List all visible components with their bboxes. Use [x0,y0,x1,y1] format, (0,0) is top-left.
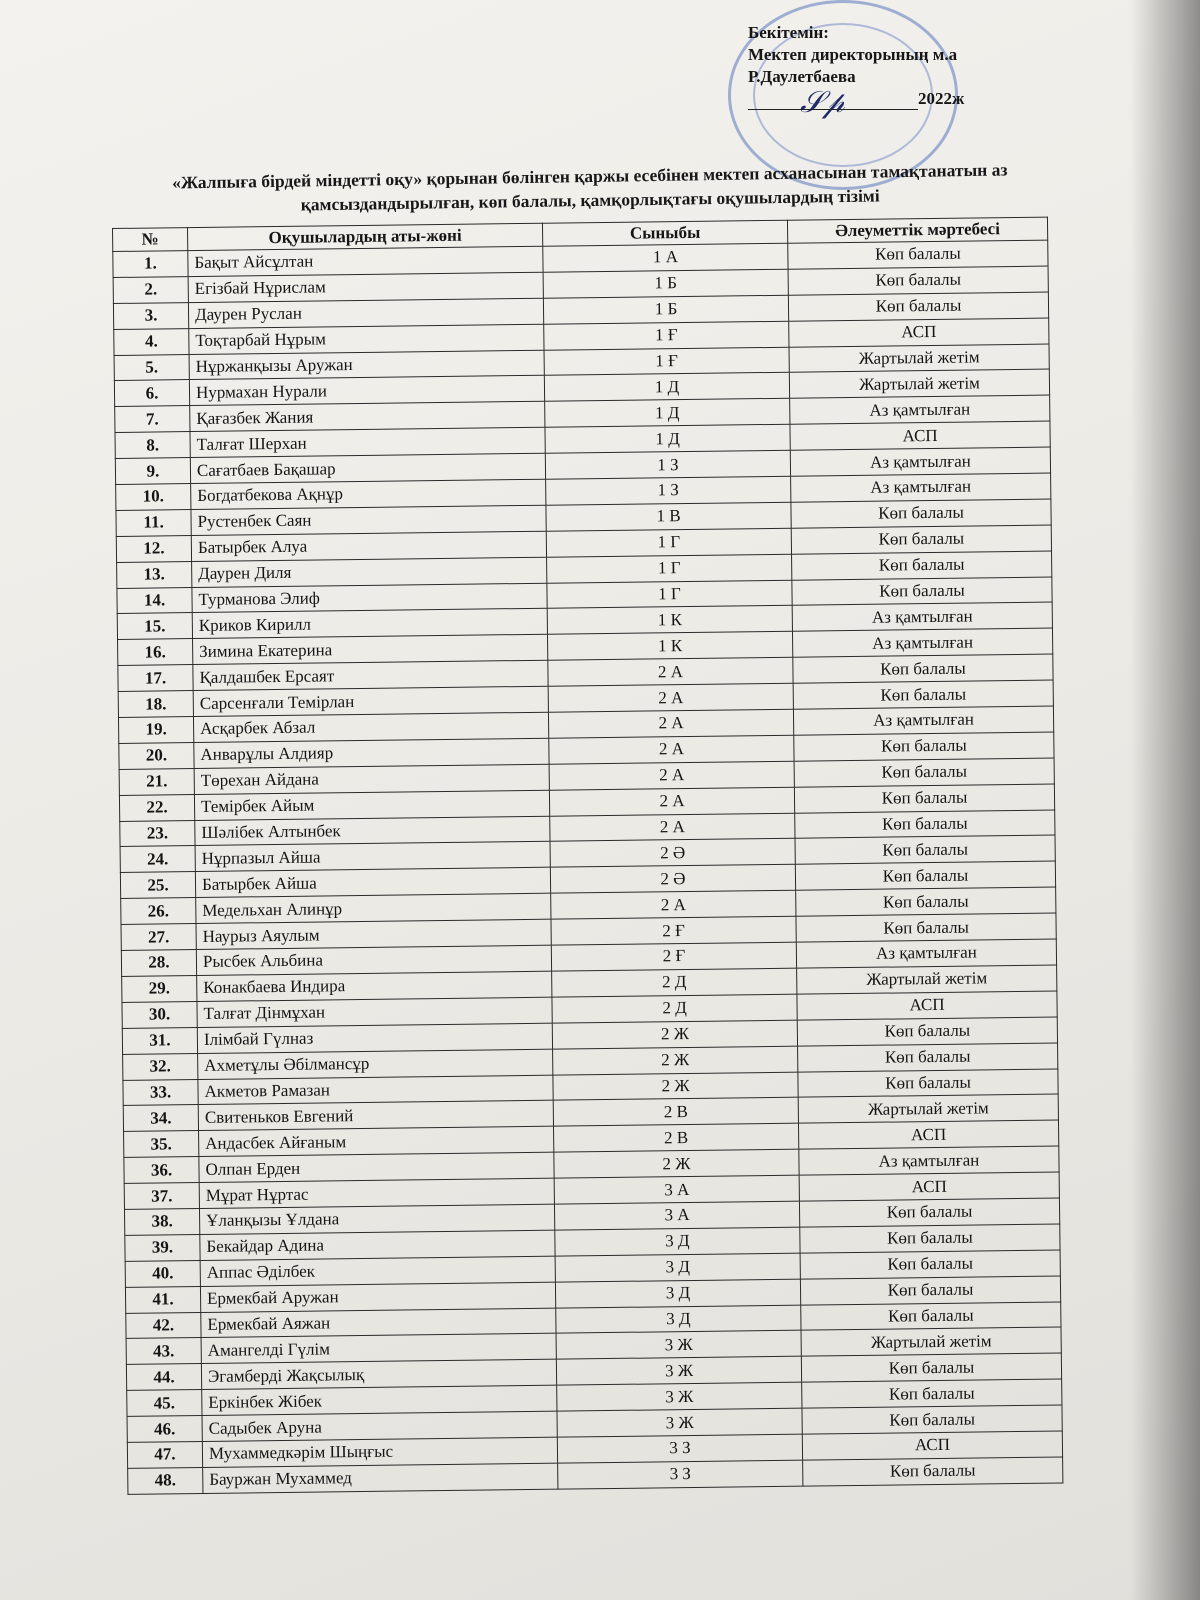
social-status: Көп балалы [795,861,1055,890]
row-number: 5. [114,354,189,381]
class-name: 3 А [554,1201,799,1230]
student-name: Эгамберді Жақсылық [201,1359,556,1389]
row-number: 38. [124,1208,199,1235]
social-status: Көп балалы [796,887,1056,916]
row-number: 36. [124,1157,199,1184]
social-status: Аз қамтылған [790,395,1050,424]
class-name: 1 Б [543,295,788,324]
social-status: Аз қамтылған [799,1146,1059,1175]
row-number: 47. [127,1441,202,1468]
class-name: 2 А [548,709,793,738]
approval-year: 2022ж [918,89,965,108]
social-status: Жартылай жетім [801,1327,1061,1356]
students-table [112,217,1063,1495]
social-status: АСП [790,421,1050,450]
social-status: Көп балалы [797,1017,1057,1046]
student-name: Рысбек Альбина [196,945,551,975]
social-status: АСП [799,1172,1059,1201]
student-name: Ұланқызы Ұлдана [199,1204,554,1234]
class-name: 1 Д [545,424,790,453]
row-number: 9. [115,458,190,485]
student-name: Төрехан Айдана [194,764,549,794]
row-number: 19. [118,717,193,744]
social-status: Көп балалы [798,1069,1058,1098]
row-number: 30. [122,1001,197,1028]
social-status: Көп балалы [788,266,1048,295]
student-name: Мухаммедкәрім Шыңғыс [202,1437,557,1467]
student-name: Шәлібек Алтынбек [195,816,550,846]
row-number: 28. [121,950,196,977]
student-name: Талғат Дінмұхан [197,997,552,1027]
row-number: 24. [120,846,195,873]
student-name: Мұрат Нұртас [199,1178,554,1208]
student-name: Акметов Рамазан [198,1075,553,1105]
class-name: 2 А [550,813,795,842]
table-body [113,240,1063,1494]
student-name: Нұрпазыл Айша [195,842,550,872]
row-number: 6. [114,380,189,407]
student-name: Қалдашбек Ерсаят [193,660,548,690]
row-number: 32. [123,1053,198,1080]
student-name: Ермекбай Аружан [200,1282,555,1312]
class-name: 2 Ғ [551,916,796,945]
social-status: Көп балалы [798,1043,1058,1072]
row-number: 29. [122,975,197,1002]
row-number: 11. [116,509,191,536]
student-name: Еркінбек Жібек [202,1385,557,1415]
row-number: 40. [125,1260,200,1287]
student-name: Бауржан Мухаммед [203,1463,558,1493]
row-number: 42. [126,1312,201,1339]
student-name: Зимина Екатерина [193,635,548,665]
social-status: Көп балалы [788,240,1048,269]
student-name: Рустенбек Саян [191,505,546,535]
class-name: 2 А [548,657,793,686]
class-name: 3 Д [555,1253,800,1282]
student-name: Анварұлы Алдияр [194,738,549,768]
social-status: Көп балалы [791,499,1051,528]
class-name: 3 Д [555,1227,800,1256]
row-number: 1. [113,251,188,278]
row-number: 8. [115,432,190,459]
approval-heading: Бекітемін: [748,23,829,42]
class-name: 2 Ж [552,1020,797,1049]
class-name: 2 Ғ [551,942,796,971]
class-name: 2 Ж [553,1046,798,1075]
row-number: 31. [122,1027,197,1054]
class-name: 1 А [543,243,788,272]
class-name: 2 В [553,1098,798,1127]
class-name: 1 Д [544,373,789,402]
student-name: Сарсенғали Темірлан [193,686,548,716]
row-number: 44. [126,1364,201,1391]
student-name: Криков Кирилл [192,609,547,639]
row-number: 25. [120,872,195,899]
student-name: Турманова Элиф [192,583,547,613]
row-number: 4. [114,328,189,355]
director-signature: 𝒮𝓅 [800,86,845,119]
row-number: 15. [117,613,192,640]
row-number: 37. [124,1183,199,1210]
row-number: 7. [115,406,190,433]
student-name: Тоқтарбай Нұрым [189,324,544,354]
social-status: Көп балалы [795,810,1055,839]
social-status: Аз қамтылған [791,473,1051,502]
class-name: 2 Д [552,994,797,1023]
student-name: Медельхан Алинұр [196,893,551,923]
row-number: 22. [119,794,194,821]
student-name: Наурыз Аяулым [196,919,551,949]
class-name: 2 Ә [550,839,795,868]
social-status: АСП [802,1431,1062,1460]
row-number: 35. [124,1131,199,1158]
student-name: Ахметұлы Әбілмансұр [198,1049,553,1079]
social-status: Жартылай жетім [789,344,1049,373]
row-number: 12. [116,535,191,562]
student-name: Конакбаева Индира [197,971,552,1001]
class-name: 2 А [548,683,793,712]
row-number: 43. [126,1338,201,1365]
student-name: Аппас Әділбек [200,1256,555,1286]
header-number: № [113,228,188,252]
student-name: Амангелді Гүлім [201,1334,556,1364]
social-status: АСП [797,991,1057,1020]
student-name: Богдатбекова Ақнұр [191,479,546,509]
student-name: Батырбек Алуа [191,531,546,561]
student-name: Олпан Ерден [199,1152,554,1182]
row-number: 26. [121,898,196,925]
social-status: АСП [789,318,1049,347]
class-name: 1 Ғ [544,321,789,350]
student-name: Бекайдар Адина [200,1230,555,1260]
row-number: 17. [118,665,193,692]
row-number: 39. [125,1234,200,1261]
row-number: 23. [120,820,195,847]
social-status: Аз қамтылған [796,939,1056,968]
class-name: 3 З [557,1434,802,1463]
social-status: Жартылай жетім [797,965,1057,994]
row-number: 45. [127,1390,202,1417]
row-number: 3. [113,302,188,329]
social-status: Көп балалы [800,1224,1060,1253]
social-status: Көп балалы [793,654,1053,683]
social-status: Аз қамтылған [792,603,1052,632]
class-name: 3 Ж [557,1408,802,1437]
class-name: 2 А [549,787,794,816]
class-name: 3 Ж [556,1356,801,1385]
document-title: «Жалпыға бірдей міндетті оқу» қорынан бөлінген қаржы есебінен мектеп асханасынан тамақтанатын аз қамсыздандырылған, көп балалы, қамқорлықтағы оқушылардың тізімі [171,159,1008,215]
social-status: Аз қамтылған [792,628,1052,657]
student-name: Сағатбаев Бақашар [190,453,545,483]
approval-date [748,88,1048,110]
class-name: 1 К [547,606,792,635]
page-edge-shadow [1130,0,1200,1600]
approval-block [748,22,1048,110]
social-status: Көп балалы [802,1379,1062,1408]
student-name: Егізбай Нұрислам [188,272,543,302]
row-number: 34. [123,1105,198,1132]
class-name: 2 А [549,735,794,764]
social-status: Көп балалы [794,732,1054,761]
class-name: 3 А [554,1175,799,1204]
row-number: 46. [127,1416,202,1443]
social-status: Көп балалы [800,1250,1060,1279]
social-status: Көп балалы [799,1198,1059,1227]
student-name: Андасбек Айғаным [199,1126,554,1156]
class-name: 3 Д [556,1305,801,1334]
student-name: Даурен Руслан [188,298,543,328]
student-name: Темірбек Айым [194,790,549,820]
student-name: Батырбек Айша [195,868,550,898]
class-name: 2 А [551,890,796,919]
header-social-status: Әлеуметтік мәртебесі [787,217,1047,243]
social-status: Аз қамтылған [793,706,1053,735]
date-blank-line [748,91,918,110]
social-status: Аз қамтылған [790,447,1050,476]
social-status: Көп балалы [792,577,1052,606]
class-name: 2 Ә [550,865,795,894]
social-status: Көп балалы [801,1302,1061,1331]
class-name: 2 Ж [553,1072,798,1101]
class-name: 3 Ж [556,1331,801,1360]
class-name: 1 З [545,450,790,479]
class-name: 2 Д [552,968,797,997]
header-student-name: Оқушылардың аты-жөні [188,223,543,250]
student-name: Нұржанқызы Аружан [189,350,544,380]
student-name: Ілімбай Гүлназ [197,1023,552,1053]
student-name: Свитеньков Евгений [198,1101,553,1131]
row-number: 16. [118,639,193,666]
class-name: 1 З [546,476,791,505]
class-name: 1 Г [547,580,792,609]
class-name: 3 З [558,1460,803,1489]
row-number: 14. [117,587,192,614]
student-name: Садыбек Аруна [202,1411,557,1441]
class-name: 2 В [554,1123,799,1152]
row-number: 18. [118,691,193,718]
approval-position: Мектеп директорының м.а [748,45,958,64]
social-status: Көп балалы [792,551,1052,580]
social-status: Көп балалы [795,836,1055,865]
social-status: Көп балалы [788,292,1048,321]
social-status: Көп балалы [801,1353,1061,1382]
row-number: 10. [116,484,191,511]
class-name: 1 Г [547,554,792,583]
class-name: 1 Д [545,399,790,428]
row-number: 33. [123,1079,198,1106]
social-status: Көп балалы [800,1276,1060,1305]
social-status: Көп балалы [803,1457,1063,1486]
student-name: Ермекбай Аяжан [201,1308,556,1338]
class-name: 1 Ғ [544,347,789,376]
row-number: 2. [113,276,188,303]
student-name: Нурмахан Нурали [189,376,544,406]
header-class: Сыныбы [542,220,787,246]
student-name: Қағазбек Жания [190,402,545,432]
row-number: 41. [125,1286,200,1313]
social-status: Көп балалы [793,680,1053,709]
class-name: 1 Б [543,269,788,298]
social-status: Көп балалы [794,758,1054,787]
class-name: 3 Д [555,1279,800,1308]
social-status: Көп балалы [802,1405,1062,1434]
row-number: 13. [117,561,192,588]
student-name: Асқарбек Абзал [193,712,548,742]
class-name: 1 В [546,502,791,531]
class-name: 1 Г [546,528,791,557]
student-name: Талғат Шерхан [190,427,545,457]
social-status: Жартылай жетім [798,1094,1058,1123]
class-name: 3 Ж [557,1382,802,1411]
social-status: Жартылай жетім [789,370,1049,399]
social-status: Көп балалы [794,784,1054,813]
student-name: Даурен Диля [192,557,547,587]
class-name: 2 А [549,761,794,790]
social-status: АСП [798,1120,1058,1149]
row-number: 20. [119,742,194,769]
row-number: 21. [119,768,194,795]
class-name: 2 Ж [554,1149,799,1178]
class-name: 1 К [547,632,792,661]
social-status: Көп балалы [791,525,1051,554]
social-status: Көп балалы [796,913,1056,942]
row-number: 48. [128,1467,203,1494]
row-number: 27. [121,924,196,951]
student-name: Бақыт Айсұлтан [188,246,543,276]
approval-director-name: Р.Даулетбаева [748,67,856,86]
